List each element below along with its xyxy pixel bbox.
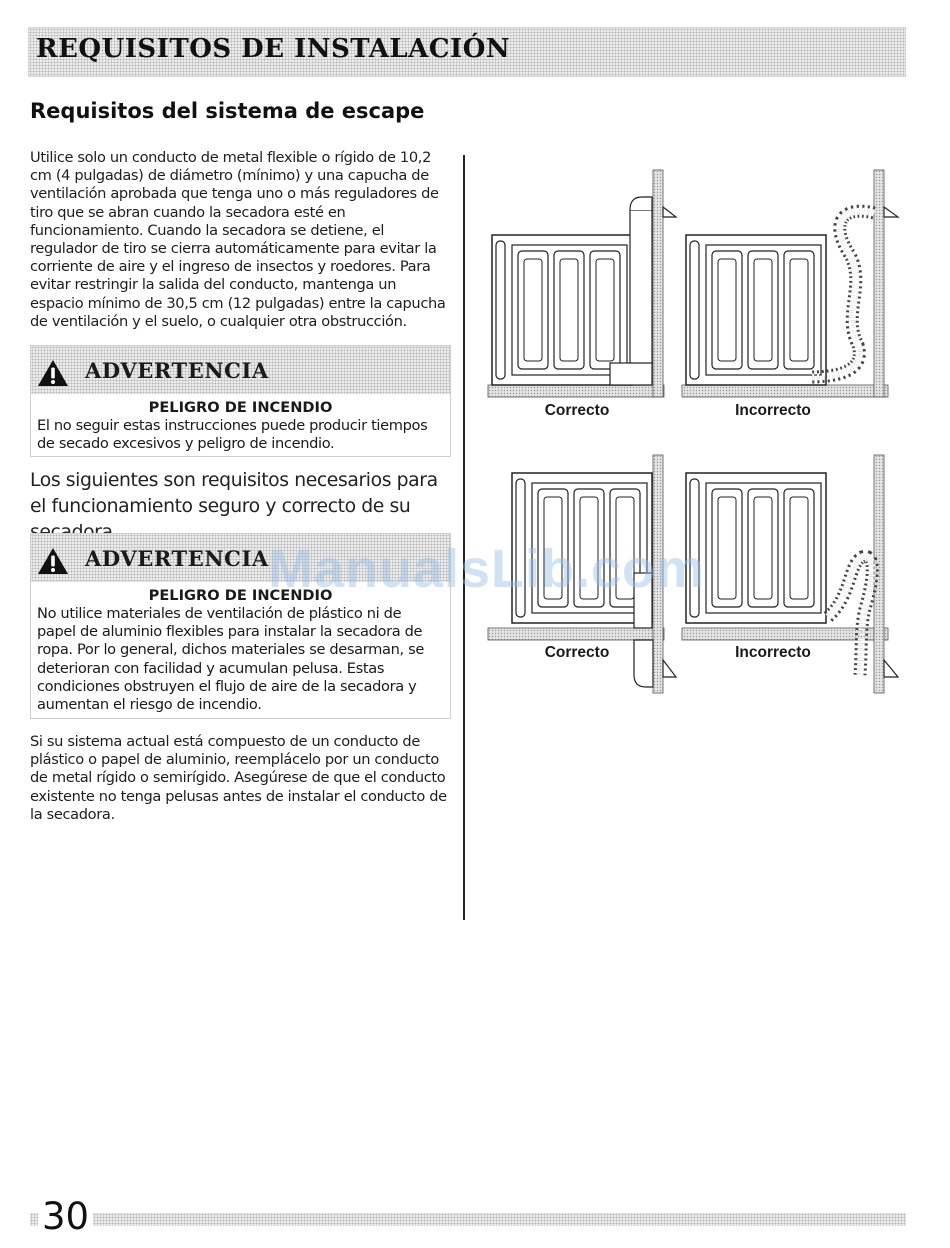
caption-top-right: Incorrecto [735,402,811,419]
warning-triangle-icon [37,547,69,575]
diagram-top-left [488,170,676,397]
caption-bottom-left: Correcto [544,644,610,661]
page-number: 30 [38,1196,93,1238]
warning-box-1 [30,345,451,457]
warning-subtitle: PELIGRO DE INCENDIO [148,587,333,604]
warning-title: ADVERTENCIA [85,546,269,571]
warning-header [31,346,450,394]
caption-bottom-right: Incorrecto [735,644,811,661]
warning-subtitle: PELIGRO DE INCENDIO [148,399,333,416]
bottom-paragraph: Si su sistema actual está compuesto de un conducto de plástico o papel de aluminio, reemplácelo por un conducto de metal rígido o semirígido. Asegúrese de que el conducto existente no tenga pelusas antes de instalar el conducto de la secadora. [30,733,447,823]
watermark: ManualsLib.com [268,539,706,599]
vent-diagrams [470,155,920,715]
page-subtitle: Requisitos del sistema de escape [30,99,425,123]
section-title: REQUISITOS DE INSTALACIÓN [36,34,511,64]
intro-paragraph: Utilice solo un conducto de metal flexible o rígido de 10,2 cm (4 pulgadas) de diámetro (mínimo) y una capucha de ventilación aprobada que tenga uno o más reguladores de tiro que se abran cuando la secadora esté en funcionamiento. Cuando la secadora se detiene, el regulador de tiro se cierra automáticamente para evitar la corriente de aire y el ingreso de insectos y roedores. Para evitar restringir la salida del conducto, mantenga un espacio mínimo de 30,5 cm (12 pulgadas) entre la capucha de ventilación y el suelo, o cualquier otra obstrucción. [30,149,446,330]
requirements-paragraph: Los siguientes son requisitos necesarios para el funcionamiento seguro y correcto de su [30,470,438,517]
warning-body: No utilice materiales de ventilación de plástico ni de papel de aluminio flexibles para instalar la secadora de ropa. Por lo general, dichos materiales se desarman, se deterioran con facilidad y acumulan pelusa. Estas condiciones obstruyen el flujo de aire de la secadora y aumentan el riesgo de incendio. [37,605,424,714]
diagram-top-right [682,170,898,397]
caption-top-left: Correcto [544,402,610,419]
footer-bar [30,1213,906,1226]
warning-body: El no seguir estas instrucciones puede producir tiempos de secado excesivos y peligro de incendio. [37,417,428,453]
warning-triangle-icon [37,359,69,387]
warning-title: ADVERTENCIA [85,358,269,383]
